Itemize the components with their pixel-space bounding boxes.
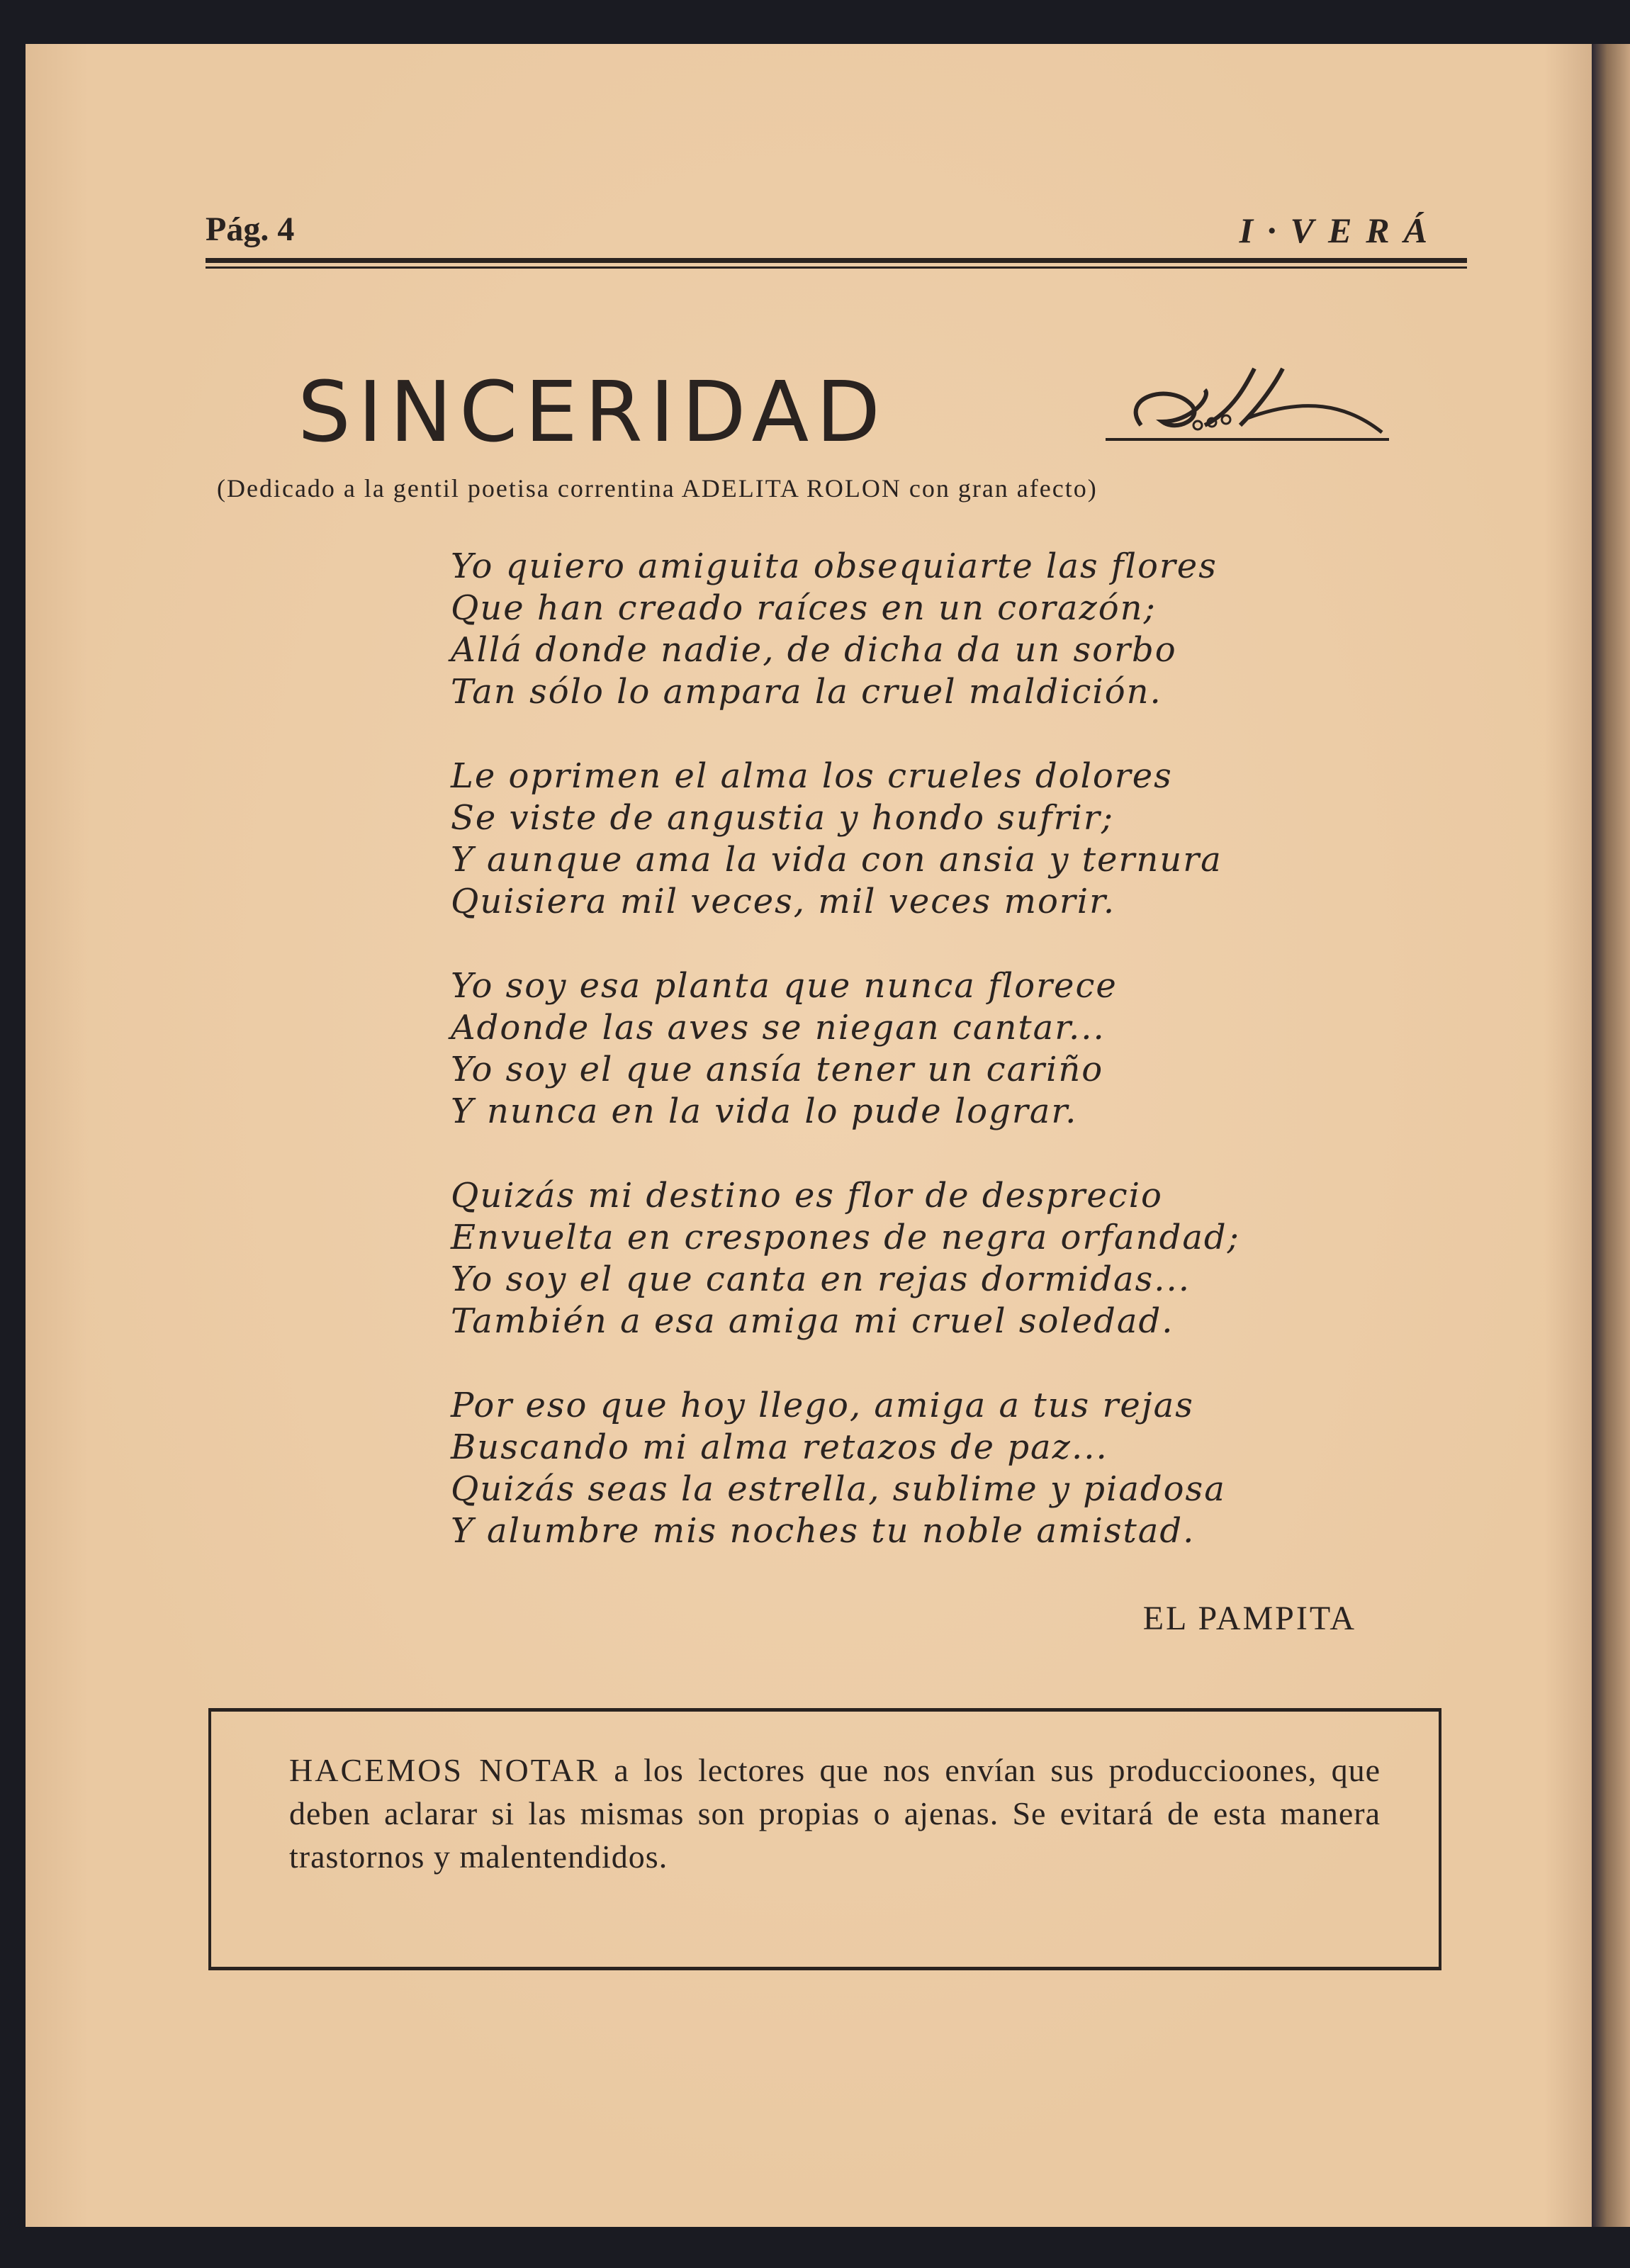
poem-line: Y alumbre mis noches tu noble amistad. xyxy=(451,1511,1196,1551)
poem-line: Yo soy el que ansía tener un cariño xyxy=(451,1050,1104,1089)
magazine-page xyxy=(26,44,1607,2227)
poem-line: Quizás mi destino es flor de desprecio xyxy=(451,1176,1163,1216)
poem-line: También a esa amiga mi cruel soledad. xyxy=(451,1301,1174,1341)
notice-body: a los lectores que nos envían sus produccioones, que deben aclarar si las mismas son propias o ajenas. Se evitará de esta manera trastornos y malentendidos. xyxy=(289,1752,1381,1875)
adjacent-page-edge xyxy=(1592,44,1630,2227)
poem-line: Y aunque ama la vida con ansia y ternura xyxy=(451,840,1222,880)
poem-body xyxy=(451,546,1372,1595)
poem-line: Yo soy esa planta que nunca florece xyxy=(451,966,1118,1006)
notice-lead: HACEMOS NOTAR xyxy=(289,1752,600,1788)
magazine-name: I·VERÁ xyxy=(1239,210,1441,250)
poem-line: Yo quiero amiguita obsequiarte las flores xyxy=(451,546,1218,586)
page-number: Pág. 4 xyxy=(206,210,295,248)
page-header xyxy=(180,167,1441,252)
stanza xyxy=(451,1175,1372,1342)
poem-line: Se viste de angustia y hondo sufrir; xyxy=(451,798,1115,838)
dedication: (Dedicado a la gentil poetisa correntina ADELITA ROLON con gran afecto) xyxy=(217,474,1098,503)
header-rule-thin xyxy=(206,266,1467,269)
poem-line: Quizás seas la estrella, sublime y piadosa xyxy=(451,1469,1226,1509)
poem-author: EL PAMPITA xyxy=(1142,1600,1356,1637)
poem-line: Tan sólo lo ampara la cruel maldición. xyxy=(451,672,1162,712)
poem-title: SINCERIDAD xyxy=(298,363,888,461)
poem-line: Por eso que hoy llego, amiga a tus rejas xyxy=(451,1386,1194,1425)
poem-line: Adonde las aves se niegan cantar... xyxy=(451,1008,1106,1048)
notice-box xyxy=(208,1708,1441,1970)
poem-line: Allá donde nadie, de dicha da un sorbo xyxy=(451,630,1177,670)
poem-line: Quisiera mil veces, mil veces morir. xyxy=(451,882,1116,921)
stanza xyxy=(451,965,1372,1133)
poem-line: Yo soy el que canta en rejas dormidas... xyxy=(451,1259,1191,1299)
header-rule xyxy=(206,258,1467,263)
poem-line: Envuelta en crespones de negra orfandad; xyxy=(451,1218,1240,1257)
poem-line: Y nunca en la vida lo pude lograr. xyxy=(451,1091,1078,1131)
stanza xyxy=(451,756,1372,923)
notice-text xyxy=(289,1748,1381,1878)
poem-line: Buscando mi alma retazos de paz... xyxy=(451,1427,1108,1467)
stanza xyxy=(451,546,1372,713)
poem-line: Le oprimen el alma los crueles dolores xyxy=(451,756,1173,796)
poem-line: Que han creado raíces en un corazón; xyxy=(451,588,1157,628)
ornament-flourish-icon xyxy=(1091,354,1403,461)
stanza xyxy=(451,1385,1372,1552)
